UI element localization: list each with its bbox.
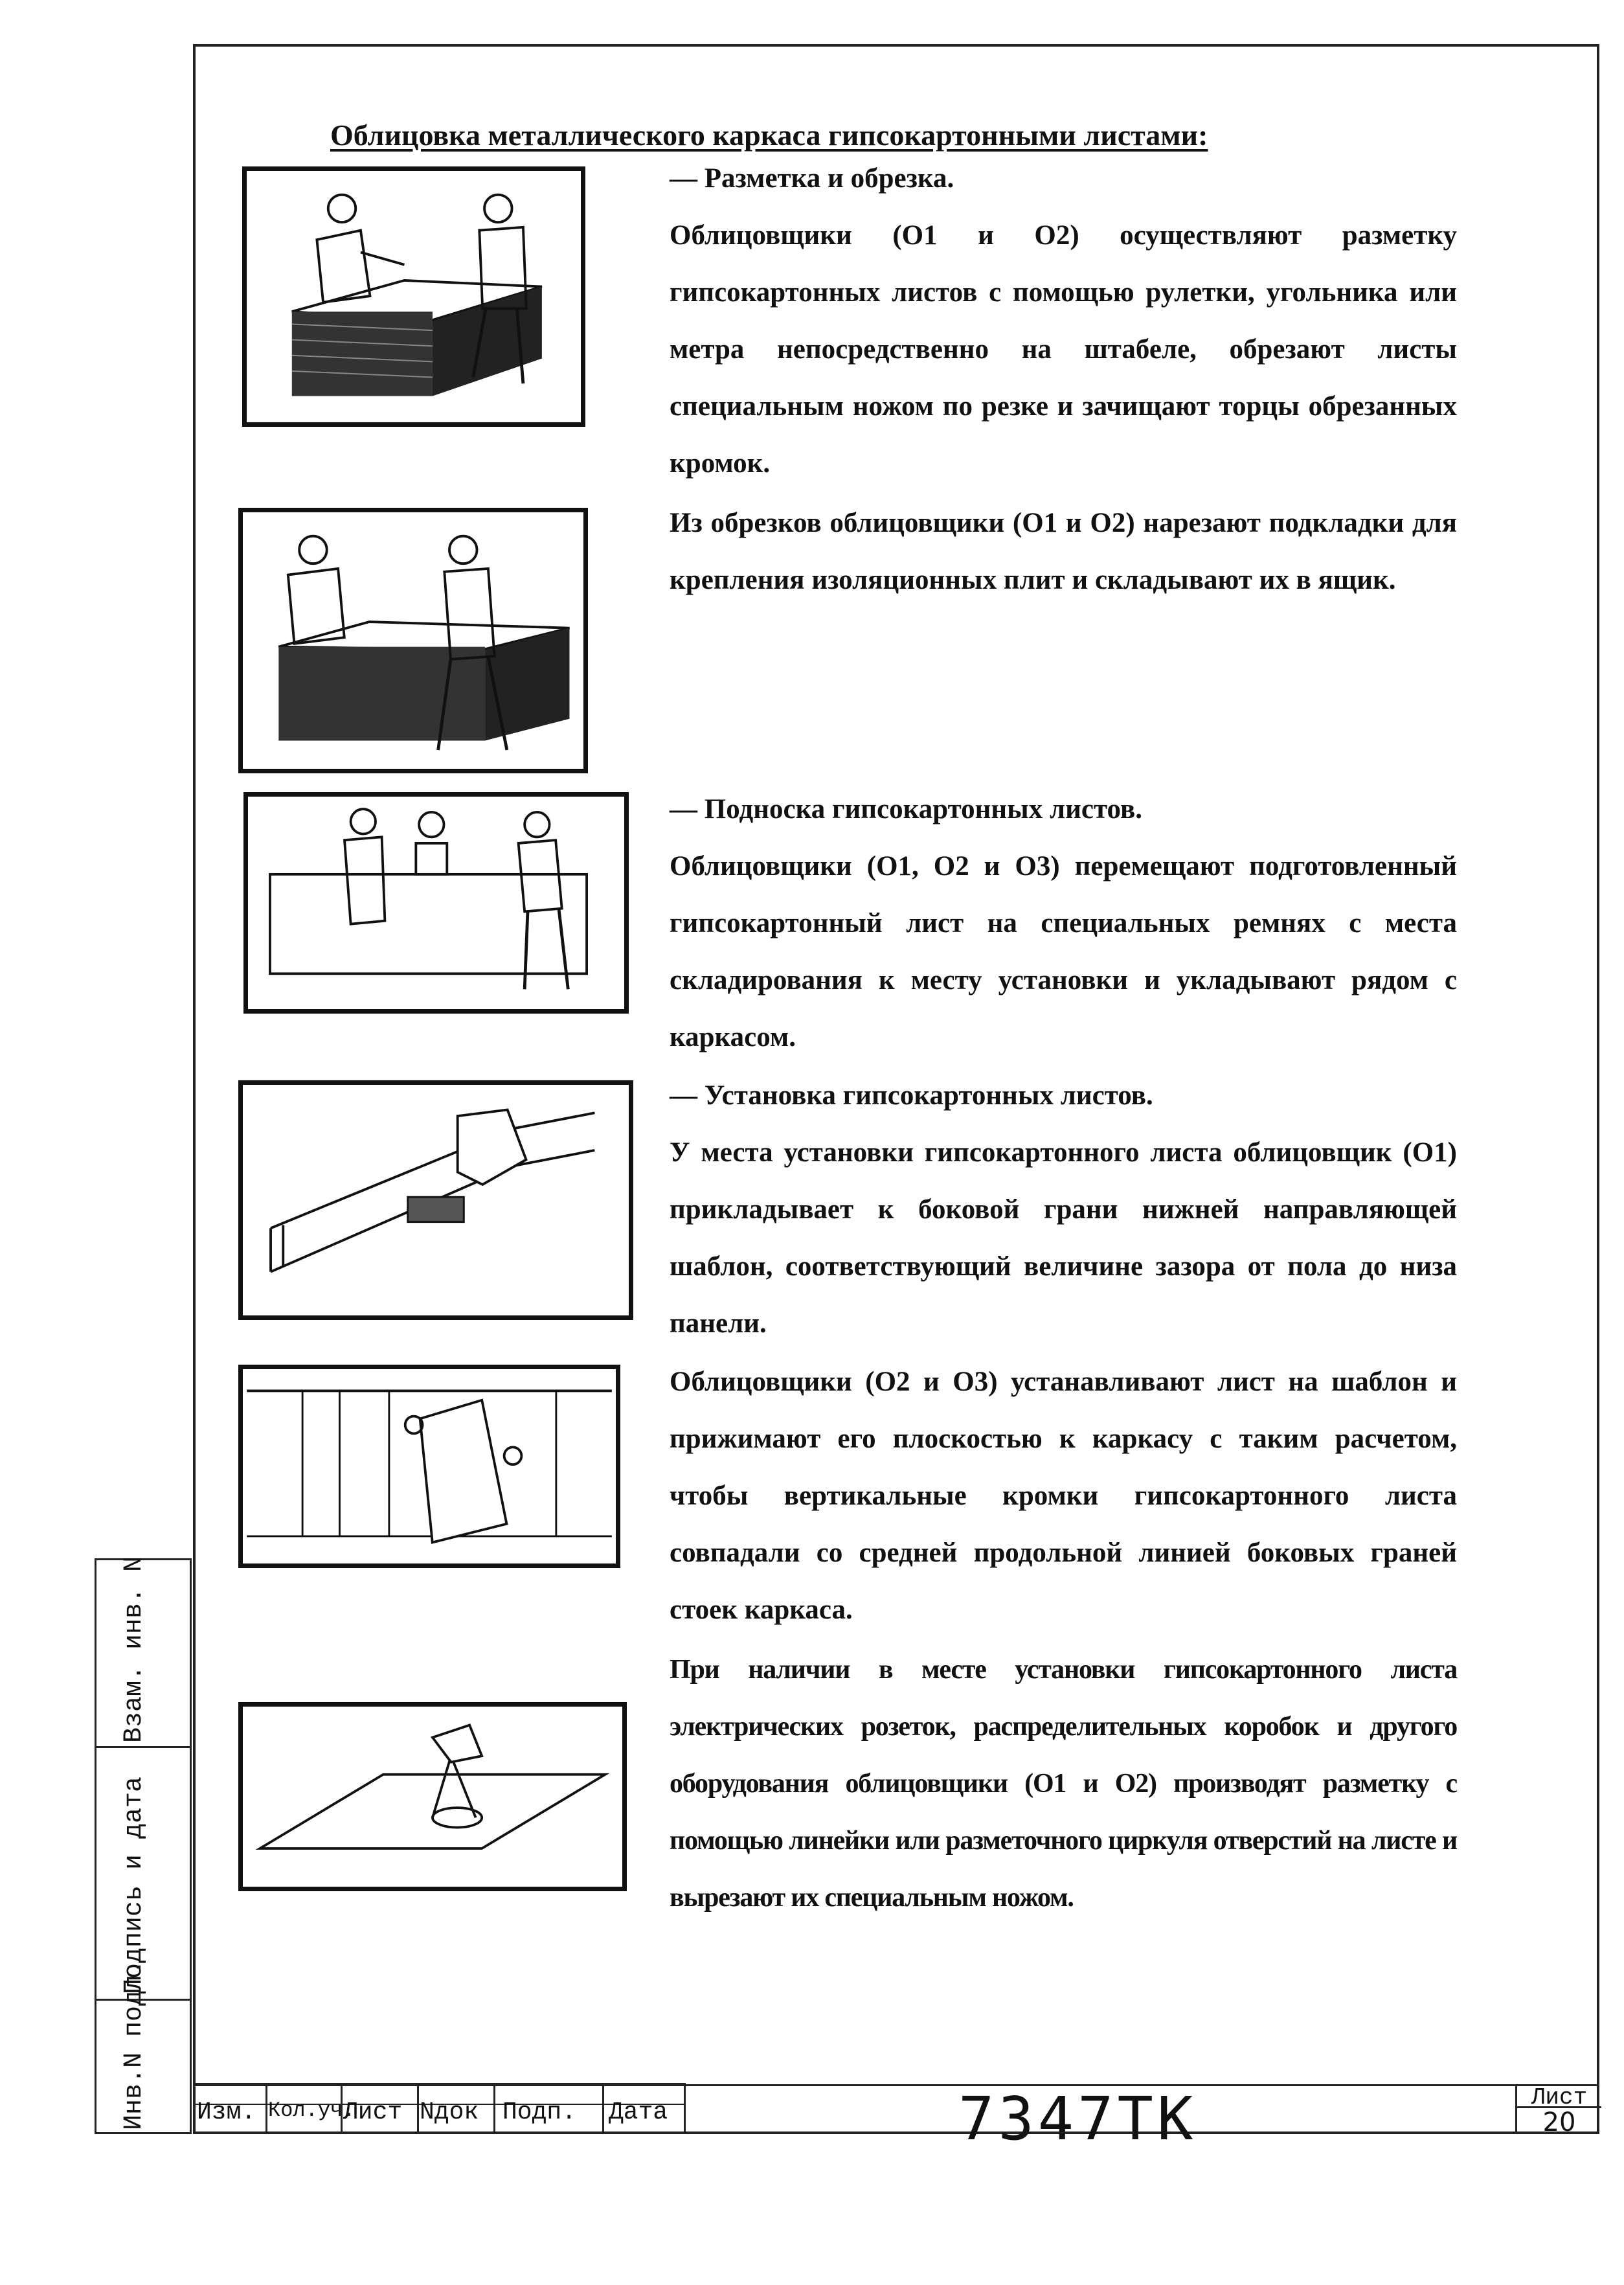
illustration-template: [238, 1080, 633, 1320]
tb-kol-uch: Кол.уч.: [268, 2098, 355, 2122]
workers-marking-stack-image: [247, 171, 581, 422]
workers-cutting-image: [243, 512, 583, 769]
hand-placing-template-image: [243, 1085, 629, 1315]
workers-installing-sheet-image: [243, 1369, 616, 1563]
tb-col-5: [602, 2083, 604, 2134]
section-carrying-text: Облицовщики (О1, О2 и О3) перемещают подготовленный гипсокартонный лист на специальных ремнях с места складирования к месту установки и укладывают рядом с каркасом.: [670, 851, 1457, 1052]
sign-date-label: Подпись и дата: [120, 1776, 149, 1994]
illustration-cutting: [238, 508, 588, 773]
page-heading: Облицовка металлического каркаса гипсокартонными листами:: [330, 119, 1208, 152]
side-stamp: [95, 1558, 192, 2134]
illustration-installing: [238, 1365, 620, 1568]
section-linings-text: Из обрезков облицовщики (О1 и О2) нарезают подкладки для крепления изоляционных плит и складывают их в ящик.: [670, 508, 1457, 595]
tb-podp: Подп.: [502, 2098, 577, 2126]
section-carrying-title: — Подноска гипсокартонных листов.: [670, 794, 1142, 824]
tb-data: Дата: [609, 2098, 668, 2126]
document-number: 7347ТК: [958, 2084, 1197, 2154]
tb-col-3: [417, 2083, 419, 2134]
compass-marking-holes-image: [243, 1707, 622, 1887]
tb-col-4: [493, 2083, 495, 2134]
section-holes-text: При наличии в месте установки гипсокартонного листа электрических розеток, распределительных коробок и другого оборудования облицовщики (О1 и О2) производят разметку с помощью линейки или разметочного циркуля отверстий на листе и вырезают их специальным ножом.: [670, 1655, 1457, 1913]
section-template-text: У места установки гипсокартонного листа облицовщик (О1) прикладывает к боковой грани нижней направляющей шаблон, соответствующий величине зазора от пола до низа панели.: [670, 1137, 1457, 1339]
inv-vzam-label: Взам. инв. N: [120, 1556, 149, 1743]
illustration-carrying: [243, 792, 629, 1014]
tb-izm: Изм.: [197, 2098, 256, 2126]
section-marking-text: Облицовщики (О1 и О2) осуществляют разметку гипсокартонных листов с помощью рулетки, угольника или метра непосредственно на штабеле, обрезают листы специальным ножом по резке и зачищают торцы обрезанных кромок.: [670, 220, 1457, 479]
section-marking-title: — Разметка и обрезка.: [670, 163, 954, 194]
sheet-box: [1515, 2084, 1601, 2137]
sheet-label: Лист: [1517, 2084, 1601, 2108]
tb-col-6: [684, 2083, 686, 2134]
title-block-header-line: [193, 2084, 1599, 2086]
inv-podl-label: Инв.N подл.: [120, 1959, 149, 2130]
tb-list: Лист: [343, 2098, 403, 2126]
tb-col-1: [265, 2083, 267, 2134]
section-installing-text: Облицовщики (О2 и О3) устанавливают лист на шаблон и прижимают его плоскостью к каркасу с таким расчетом, чтобы вертикальные кромки гипсокартонного листа совпадали со средней продольной линией боковых граней стоек каркаса.: [670, 1367, 1457, 1625]
illustration-compass: [238, 1702, 627, 1891]
section-installing-title: — Установка гипсокартонных листов.: [670, 1080, 1153, 1111]
tb-ndok: Nдок: [420, 2098, 479, 2126]
workers-carrying-sheet-image: [248, 797, 624, 1009]
sheet-number: 20: [1542, 2108, 1576, 2137]
illustration-marking: [242, 166, 585, 427]
